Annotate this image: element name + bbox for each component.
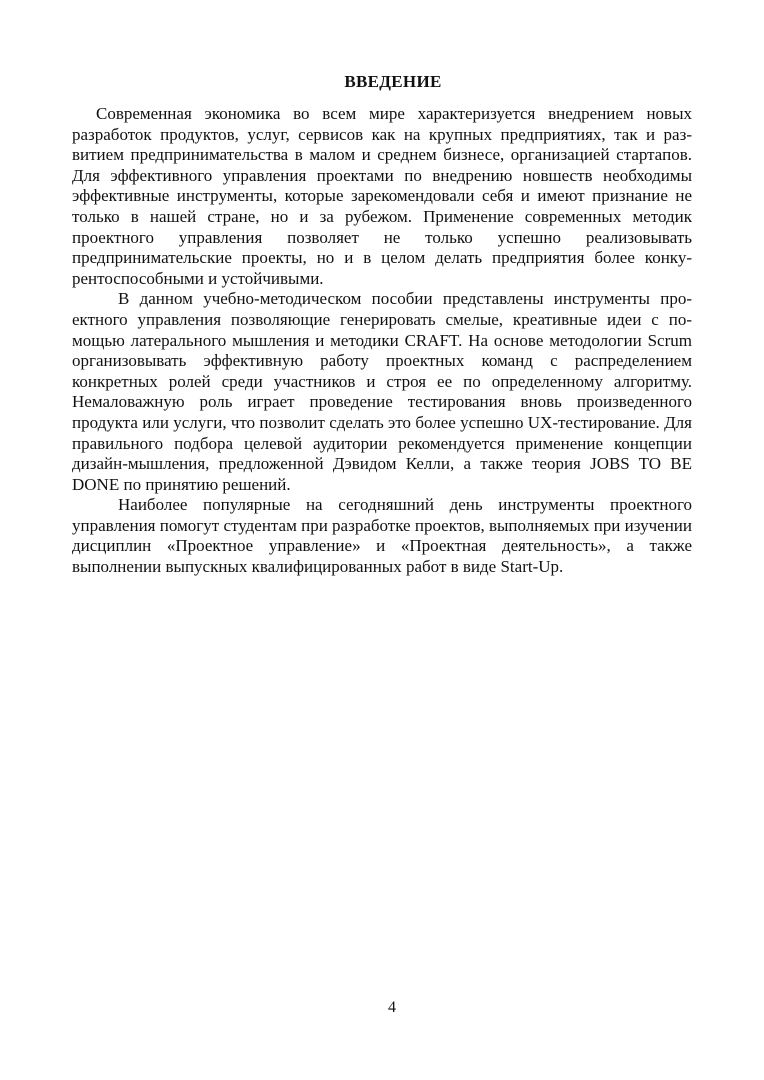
paragraph-tools: В данном учебно-методическом пособии представлены инструменты проектного управления позволяющие генерировать смелые, креативные идеи с помощью латерального мышления и методики CRAFT. На основе методологии Scrum организовывать эффективную работу проектных команд с распределением конкретных ролей среди участников и строя ее по определенному алгоритму. Немаловажную роль играет проведение тестирования вновь произведенного продукта или услуги, что позволит сделать это более успешно UX-тестирование. Для правильного подбора целевой аудитории рекомендуется применение концепции дизайн-мышления, предложенной Дэвидом Келли, а также теория JOBS TO BE DONE по принятию решений.	[72, 289, 692, 494]
paragraph-intro: Современная экономика во всем мире характеризуется внедрением новых разработок продуктов, услуг, сервисов как на крупных предприятиях, так и развитием предпринимательства в малом и среднем бизнесе, организацией стартaпов. Для эффективного управления проектами по внедрению новшеств необходимы эффективные инструменты, которые зарекомендовали себя и имеют признание не только в нашей стране, но и за рубежом. Применение современных методик проектного управления позволяет не только успешно реализовывать предпринимательские проекты, но и в целом делать предприятия более конкурентоспособными и устойчивыми.	[72, 104, 692, 288]
section-title: ВВЕДЕНИЕ	[344, 72, 442, 91]
paragraph-conclusion: Наиболее популярные на сегодняшний день инструменты проектного управления помогут студентам при разработке проектов, выполняемых при изучении дисциплин «Проектное управление» и «Проектная деятельность», а также выполнении выпускных квалифицированных работ в виде Start-Up.	[72, 495, 692, 577]
body-text	[72, 104, 692, 578]
page-number: 4	[388, 999, 396, 1016]
